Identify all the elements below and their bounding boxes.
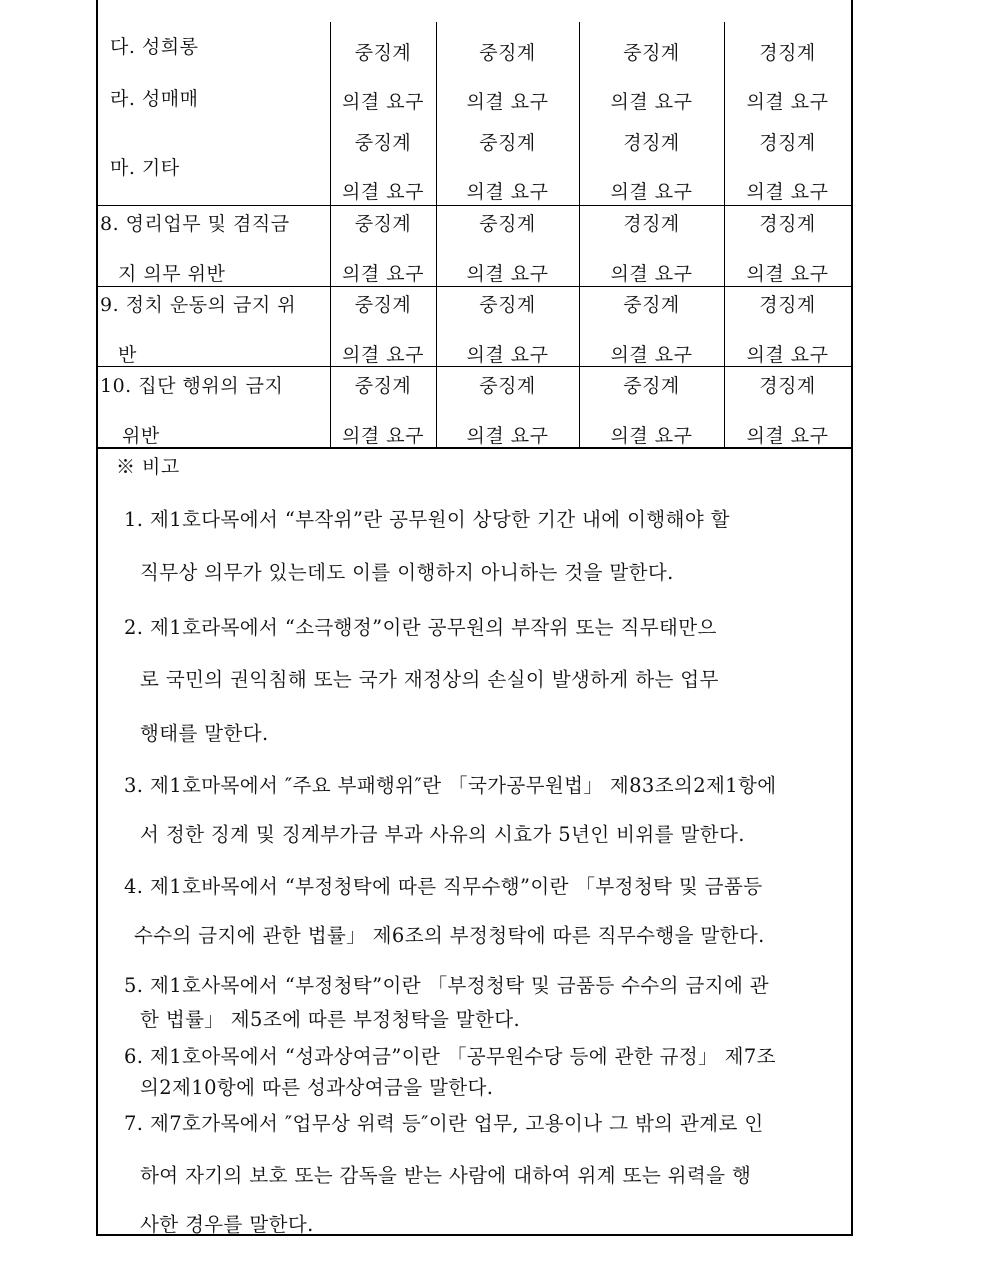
remark-note: 4. 제1호바목에서 “부정청탁에 따른 직무수행”이란 「부정청탁 및 금품등 — [124, 875, 763, 898]
remark-note: 1. 제1호다목에서 “부작위”란 공무원이 상당한 기간 내에 이행해야 할 — [124, 508, 730, 531]
remark-note: 2. 제1호라목에서 “소극행정”이란 공무원의 부작위 또는 직무태만으 — [124, 616, 717, 639]
remark-note: 6. 제1호아목에서 “성과상여금”이란 「공무원수당 등에 관한 규정」 제7조 — [124, 1045, 776, 1068]
row-label: 10. 집단 행위의 금지 — [100, 375, 284, 397]
penalty-cell: 의결 요구 — [610, 425, 693, 447]
penalty-cell: 중징계 — [623, 375, 680, 397]
penalty-cell: 의결 요구 — [342, 263, 424, 285]
row-label: 라. 성매매 — [110, 88, 199, 110]
remark-note: 한 법률」 제5조에 따른 부정청탁을 말한다. — [140, 1008, 521, 1031]
penalty-cell: 경징계 — [623, 132, 680, 154]
penalty-cell: 중징계 — [479, 294, 536, 316]
remark-note: 의2제10항에 따른 성과상여금을 말한다. — [140, 1076, 494, 1099]
remark-note: 서 정한 징계 및 징계부가금 부과 사유의 시효가 5년인 비위를 말한다. — [140, 823, 745, 846]
penalty-cell: 의결 요구 — [466, 91, 549, 113]
penalty-cell: 의결 요구 — [746, 91, 829, 113]
penalty-cell: 의결 요구 — [466, 263, 549, 285]
penalty-cell: 중징계 — [354, 213, 412, 235]
remarks-heading: ※ 비고 — [116, 456, 180, 478]
penalty-cell: 중징계 — [479, 132, 536, 154]
remark-note: 3. 제1호마목에서 ″주요 부패행위″란 「국가공무원법」 제83조의2제1항에 — [124, 774, 777, 797]
row-label: 8. 영리업무 및 겸직금 — [100, 213, 290, 235]
penalty-cell: 의결 요구 — [746, 181, 829, 203]
penalty-cell: 경징계 — [623, 213, 680, 235]
penalty-cell: 중징계 — [354, 375, 412, 397]
remark-note: 하여 자기의 보호 또는 감독을 받는 사람에 대하여 위계 또는 위력을 행 — [140, 1164, 752, 1187]
penalty-cell: 경징계 — [759, 132, 816, 154]
penalty-cell: 경징계 — [759, 213, 816, 235]
penalty-cell: 경징계 — [759, 375, 816, 397]
penalty-cell: 의결 요구 — [610, 91, 693, 113]
penalty-cell: 중징계 — [623, 294, 680, 316]
penalty-cell: 중징계 — [623, 42, 680, 64]
remark-note: 행태를 말한다. — [140, 722, 269, 745]
penalty-cell: 의결 요구 — [466, 425, 549, 447]
penalty-cell: 중징계 — [479, 375, 536, 397]
penalty-cell: 의결 요구 — [342, 181, 424, 203]
row-label: 위반 — [122, 425, 160, 447]
penalty-cell: 의결 요구 — [342, 425, 424, 447]
remark-note: 수수의 금지에 관한 법률」 제6조의 부정청탁에 따른 직무수행을 말한다. — [134, 924, 765, 947]
remark-note: 7. 제7호가목에서 ″업무상 위력 등″이란 업무, 고용이나 그 밖의 관계로 인 — [124, 1112, 764, 1135]
penalty-cell: 중징계 — [479, 213, 536, 235]
penalty-cell: 중징계 — [354, 294, 412, 316]
row-divider — [98, 205, 851, 206]
penalty-cell: 의결 요구 — [610, 344, 693, 366]
penalty-cell: 의결 요구 — [466, 181, 549, 203]
row-divider — [98, 286, 851, 287]
penalty-cell: 의결 요구 — [746, 263, 829, 285]
row-label: 9. 정치 운동의 금지 위 — [100, 294, 297, 316]
row-label: 반 — [118, 344, 137, 366]
remark-note: 로 국민의 권익침해 또는 국가 재정상의 손실이 발생하게 하는 업무 — [140, 668, 719, 691]
penalty-cell: 의결 요구 — [466, 344, 549, 366]
row-label: 마. 기타 — [110, 157, 180, 179]
row-label: 지 의무 위반 — [118, 263, 226, 285]
penalty-cell: 의결 요구 — [746, 344, 829, 366]
penalty-cell: 중징계 — [354, 132, 412, 154]
penalty-cell: 의결 요구 — [746, 425, 829, 447]
penalty-cell: 의결 요구 — [342, 91, 424, 113]
penalty-cell: 의결 요구 — [342, 344, 424, 366]
remark-note: 사한 경우를 말한다. — [140, 1213, 314, 1236]
penalty-cell: 의결 요구 — [610, 181, 693, 203]
row-label: 다. 성희롱 — [110, 36, 199, 58]
penalty-cell: 경징계 — [759, 294, 816, 316]
remark-note: 5. 제1호사목에서 “부정청탁”이란 「부정청탁 및 금품등 수수의 금지에 관 — [124, 974, 770, 997]
regulation-table-frame — [96, 0, 853, 1236]
penalty-cell: 경징계 — [759, 42, 816, 64]
remark-note: 직무상 의무가 있는데도 이를 이행하지 아니하는 것을 말한다. — [140, 561, 674, 584]
penalty-cell: 의결 요구 — [610, 263, 693, 285]
penalty-cell: 중징계 — [479, 42, 536, 64]
penalty-cell: 중징계 — [354, 42, 412, 64]
